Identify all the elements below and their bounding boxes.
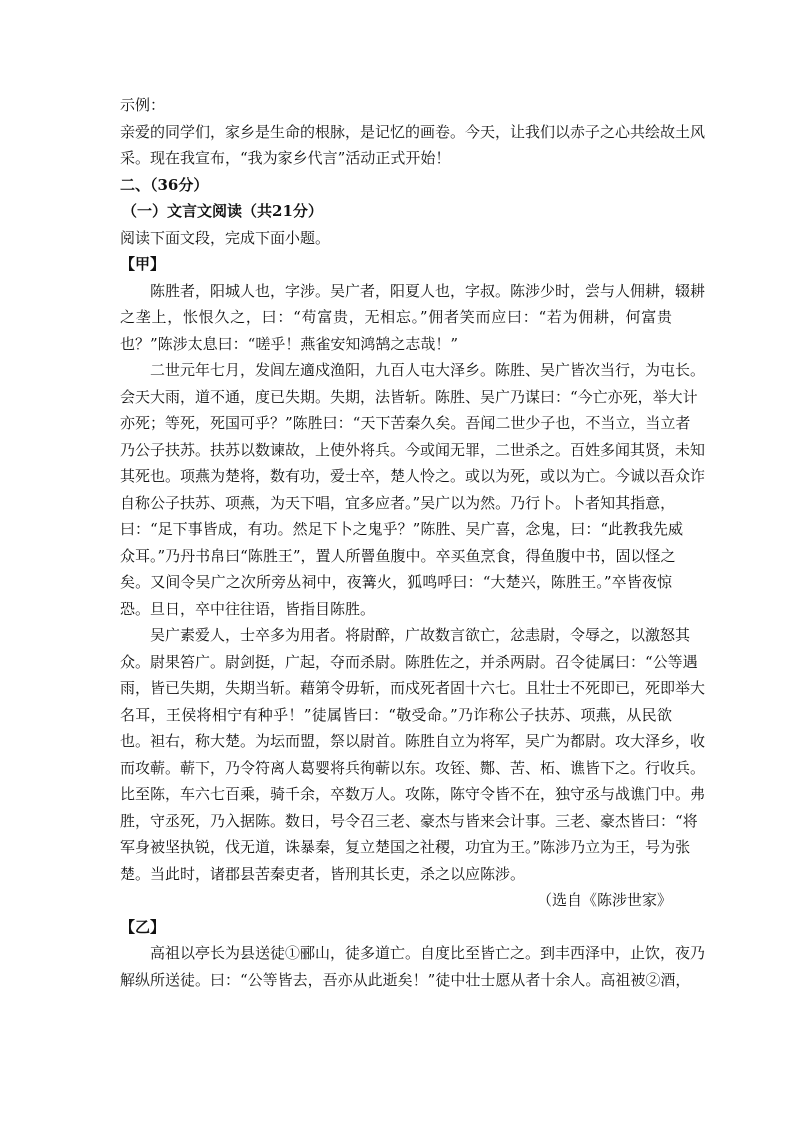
text-line: 陈胜者，阳城人也，字涉。吴广者，阳夏人也，字叔。陈涉少时，尝与人佣耕，辍耕: [150, 281, 706, 300]
jia-paragraph-3: [120, 622, 706, 887]
section-heading: 二、（36分）: [120, 175, 209, 194]
text-line: 而攻蕲。蕲下，乃令符离人葛婴将兵徇蕲以东。攻铚、酂、苦、柘、谯皆下之。行收兵。: [120, 758, 706, 777]
text-line: 其死也。项燕为楚将，数有功，爱士卒，楚人怜之。或以为死，或以为亡。今诚以吾众诈: [120, 467, 706, 485]
text-line: 会天大雨，道不通，度已失期。失期，法皆斩。陈胜、吴广乃谋曰：“今亡亦死，举大计: [120, 387, 698, 406]
text-line: 恐。旦日，卒中往往语，皆指目陈胜。: [120, 599, 376, 618]
jia-paragraph-2: [120, 357, 706, 622]
text-line: 吴广素爱人，士卒多为用者。将尉醉，广故数言欲亡，忿恚尉，令辱之，以激怒其: [150, 626, 691, 644]
text-line: 自称公子扶苏、项燕，为天下唱，宜多应者。”吴广以为然。乃行卜。卜者知其指意，: [120, 493, 676, 512]
text-line: 也。袒右，称大楚。为坛而盟，祭以尉首。陈胜自立为将军，吴广为都尉。攻大泽乡，收: [120, 732, 706, 750]
document-body: [120, 92, 706, 993]
jia-paragraph-1: [120, 278, 706, 358]
part-yi-label: 【乙】: [120, 917, 166, 936]
text-line: 名耳，王侯将相宁有种乎！”徒属皆曰：“敬受命。”乃诈称公子扶苏、项燕，从民欲: [120, 705, 672, 724]
text-line: 二世元年七月，发闾左適戍渔阳，九百人屯大泽乡。陈胜、吴广皆次当行，为屯长。: [150, 361, 706, 379]
text-line: 众耳。”乃丹书帛曰“陈胜王”，置人所罾鱼腹中。卒买鱼烹食，得鱼腹中书，固以怪之: [120, 546, 676, 565]
text-line: 乃公子扶苏。扶苏以数谏故，上使外将兵。今或闻无罪，二世杀之。百姓多闻其贤，未知: [120, 440, 706, 459]
text-line: 雨，皆已失期，失期当斩。藉第令毋斩，而戍死者固十六七。且壮士不死即已，死即举大: [120, 679, 706, 697]
text-line: 亦死；等死，死国可乎？”陈胜曰：“天下苦秦久矣。吾闻二世少子也，不当立，当立者: [120, 414, 691, 432]
jia-source-citation: （选自《陈涉世家》: [536, 891, 672, 909]
text-line: 比至陈，车六七百乘，骑千余，卒数万人。攻陈，陈守令皆不在，独守丞与战谯门中。弗: [120, 785, 706, 803]
text-line: 军身被坚执锐，伐无道，诛暴秦，复立楚国之社稷，功宜为王。”陈涉乃立为王，号为张: [120, 838, 691, 856]
instruction-text: 阅读下面文段，完成下面小题。: [120, 228, 331, 247]
text-line: 曰：“足下事皆成，有功。然足下卜之鬼乎？”陈胜、吴广喜，念鬼，曰：“此教我先威: [120, 520, 684, 538]
text-line: 矣。又间令吴广之次所旁丛祠中，夜篝火，狐鸣呼曰：“大楚兴，陈胜王。”卒皆夜惊: [120, 573, 672, 591]
example-label: 示例：: [120, 96, 166, 114]
text-line: 之垄上，怅恨久之，曰：“苟富贵，无相忘。”佣者笑而应曰：“若为佣耕，何富贵: [120, 308, 672, 326]
text-line: 楚。当此时，诸郡县苦秦吏者，皆刑其长吏，杀之以应陈涉。: [120, 864, 526, 883]
example-line: 亲爱的同学们，家乡是生命的根脉，是记忆的画卷。今天，让我们以赤子之心共绘故土风: [120, 122, 706, 141]
yi-paragraph-1: [120, 940, 706, 993]
text-line: 解纵所送徒。曰：“公等皆去，吾亦从此逝矣！”徒中壮士愿从者十余人。高祖被②酒，: [120, 970, 691, 989]
text-line: 高祖以亭长为县送徒①郦山，徒多道亡。自度比至皆亡之。到丰西泽中，止饮，夜乃: [150, 944, 706, 962]
text-line: 众。尉果笞广。尉剑挺，广起，夺而杀尉。陈胜佐之，并杀两尉。召令徒属曰：“公等遇: [120, 652, 698, 671]
text-line: 也？”陈涉太息曰：“嗟乎！燕雀安知鸿鹄之志哉！”: [120, 334, 459, 353]
text-line: 胜，守丞死，乃入据陈。数日，号令召三老、豪杰与皆来会计事。三老、豪杰皆曰：“将: [120, 811, 698, 830]
part-jia-label: 【甲】: [120, 255, 166, 273]
subsection-heading: （一）文言文阅读（共21分）: [122, 202, 323, 220]
example-line: 采。现在我宣布，“我为家乡代言”活动正式开始！: [120, 149, 451, 167]
